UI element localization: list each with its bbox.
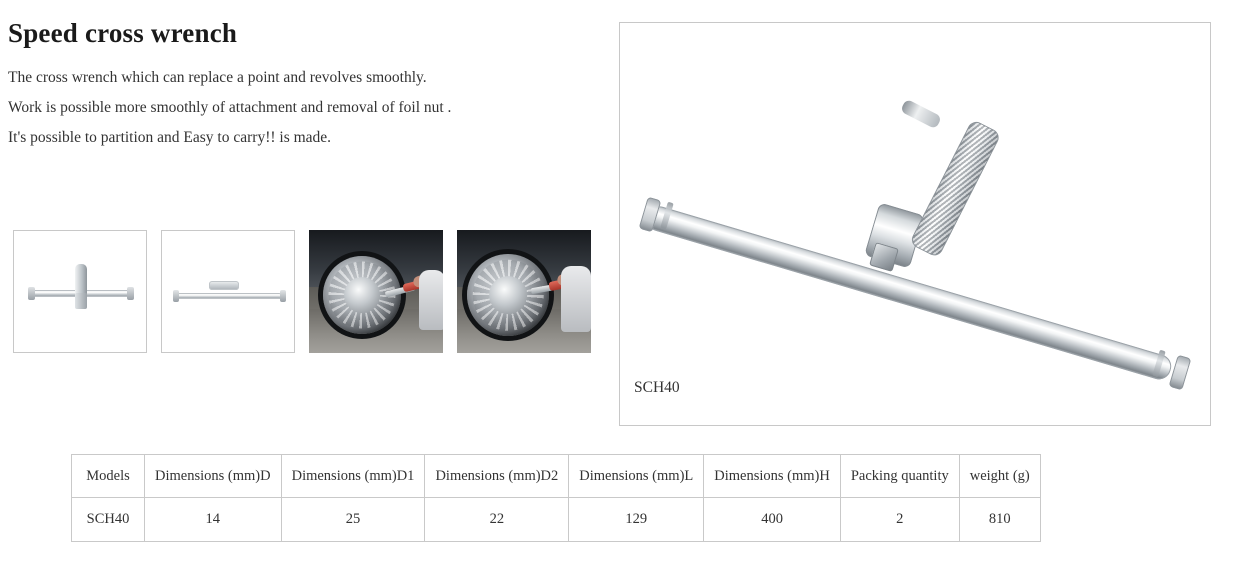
table-header-row bbox=[72, 455, 1041, 498]
table-header-cell: Dimensions (mm)D bbox=[145, 455, 282, 498]
wrench-end-cap-right-shape bbox=[280, 290, 286, 302]
wrench-end-cap-left-shape bbox=[173, 290, 179, 302]
table-cell: 400 bbox=[704, 498, 841, 542]
thumbnail-strip bbox=[13, 230, 591, 353]
main-image-caption: SCH40 bbox=[634, 379, 680, 396]
wrench-end-cap-right-shape bbox=[127, 287, 134, 300]
table-header-cell: Models bbox=[72, 455, 145, 498]
description-line-2: Work is possible more smoothly of attachment and removal of foil nut . bbox=[8, 99, 452, 116]
wrench-handle-top-shape bbox=[900, 99, 942, 130]
table-cell: 22 bbox=[425, 498, 569, 542]
table-cell: 810 bbox=[959, 498, 1040, 542]
table-header-cell: Dimensions (mm)H bbox=[704, 455, 841, 498]
thumb-cross-wrench-disassembled[interactable] bbox=[161, 230, 295, 353]
wrench-knurled-handle-shape bbox=[909, 119, 1002, 259]
table-header-cell: Dimensions (mm)D2 bbox=[425, 455, 569, 498]
table-cell: 129 bbox=[569, 498, 704, 542]
main-product-image-panel[interactable] bbox=[619, 22, 1211, 426]
wrench-end-cap-left-shape bbox=[28, 287, 35, 300]
wrench-handle-shape bbox=[75, 264, 87, 295]
product-info-column bbox=[8, 18, 608, 153]
thumb-cross-wrench-assembled[interactable] bbox=[13, 230, 147, 353]
wrench-end-cap-right-shape bbox=[1169, 355, 1192, 391]
cross-wrench-illustration bbox=[620, 23, 1210, 425]
table-cell: 14 bbox=[145, 498, 282, 542]
table-header-cell: Dimensions (mm)D1 bbox=[281, 455, 425, 498]
table-cell: 25 bbox=[281, 498, 425, 542]
table-header-cell: Dimensions (mm)L bbox=[569, 455, 704, 498]
specification-table bbox=[71, 454, 1041, 542]
table-row bbox=[72, 498, 1041, 542]
thumb-wheel-use-photo-2[interactable] bbox=[457, 230, 591, 353]
page-title: Speed cross wrench bbox=[8, 18, 238, 48]
wrench-socket-shape bbox=[75, 293, 87, 309]
table-header-cell: Packing quantity bbox=[840, 455, 959, 498]
wheel-spokes-shape bbox=[473, 260, 544, 331]
table-header-cell: weight (g) bbox=[959, 455, 1040, 498]
table-cell: SCH40 bbox=[72, 498, 145, 542]
description-line-1: The cross wrench which can replace a point and revolves smoothly. bbox=[8, 69, 427, 86]
description-line-3: It's possible to partition and Easy to carry!! is made. bbox=[8, 129, 332, 146]
wrench-rod-shape bbox=[176, 293, 282, 299]
person-shape bbox=[419, 270, 443, 330]
wheel-shape bbox=[467, 254, 549, 336]
thumb-wheel-use-photo-1[interactable] bbox=[309, 230, 443, 353]
person-shape bbox=[561, 266, 591, 332]
table-cell: 2 bbox=[840, 498, 959, 542]
wrench-detached-handle-shape bbox=[209, 281, 239, 290]
